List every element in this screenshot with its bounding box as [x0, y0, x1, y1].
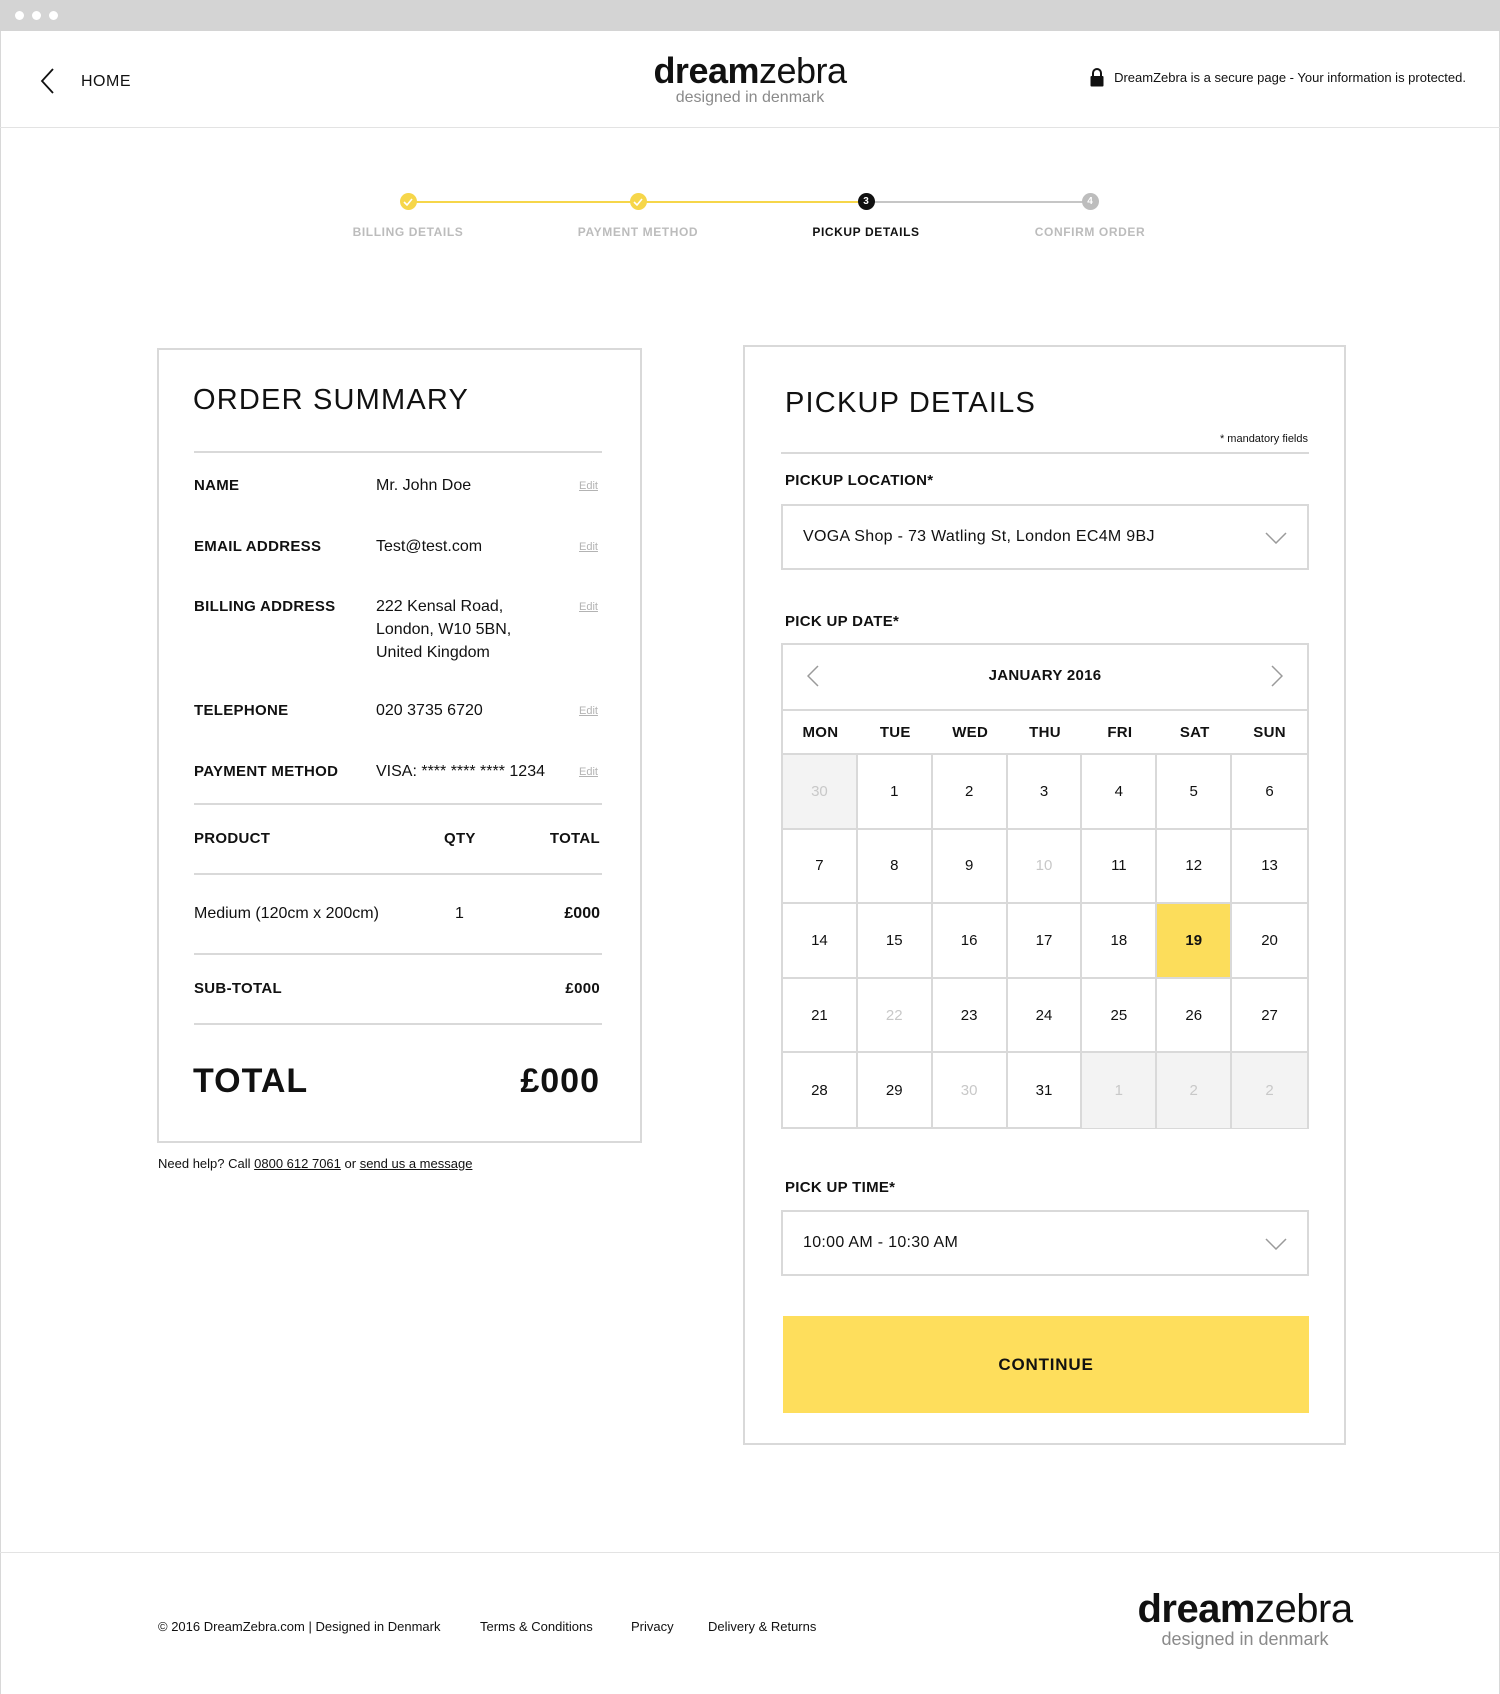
pickup-location-value: VOGA Shop - 73 Watling St, London EC4M 9BJ — [803, 528, 1155, 545]
calendar-day[interactable]: 28 — [783, 1053, 858, 1128]
order-summary-title: ORDER SUMMARY — [193, 384, 470, 416]
calendar-day: 22 — [858, 979, 933, 1054]
step-number-badge: 4 — [1082, 193, 1099, 210]
calendar-day[interactable]: 5 — [1157, 755, 1232, 830]
row-label: EMAIL ADDRESS — [194, 538, 322, 555]
product-qty: 1 — [455, 905, 464, 922]
product-name: Medium (120cm x 200cm) — [194, 905, 379, 922]
footer-link-privacy[interactable]: Privacy — [631, 1619, 674, 1634]
edit-name-link[interactable]: Edit — [579, 480, 598, 492]
help-text — [158, 1156, 472, 1171]
home-label: HOME — [81, 73, 131, 90]
logo-tagline: designed in denmark — [1161, 1629, 1329, 1649]
check-icon — [630, 193, 647, 210]
pickup-date-calendar — [781, 643, 1309, 1129]
site-header — [0, 31, 1500, 128]
pickup-date-label: PICK UP DATE* — [785, 613, 900, 630]
divider — [194, 873, 602, 875]
next-month-chevron-icon[interactable] — [1271, 665, 1283, 687]
pickup-location-label: PICKUP LOCATION* — [785, 472, 934, 489]
address-line: United Kingdom — [376, 644, 490, 661]
order-summary-panel — [157, 348, 642, 1143]
step-label: PICKUP DETAILS — [812, 225, 920, 239]
pickup-time-value: 10:00 AM - 10:30 AM — [803, 1234, 959, 1251]
calendar-day[interactable]: 6 — [1232, 755, 1307, 830]
calendar-day-selected[interactable]: 19 — [1157, 904, 1232, 979]
weekday-label: FRI — [1107, 724, 1133, 741]
row-value: Mr. John Doe — [376, 477, 472, 494]
calendar-day[interactable]: 23 — [933, 979, 1008, 1054]
home-back-link[interactable] — [38, 66, 138, 96]
logo-bold-text: dream — [653, 50, 759, 91]
step-billing-details[interactable] — [308, 193, 508, 239]
row-label: NAME — [194, 477, 240, 494]
calendar-day: 2 — [1157, 1053, 1232, 1128]
calendar-day[interactable]: 20 — [1232, 904, 1307, 979]
row-value: 020 3735 6720 — [376, 702, 483, 719]
address-line: London, W10 5BN, — [376, 621, 512, 638]
window-dot-icon — [49, 11, 58, 20]
footer-link-terms[interactable]: Terms & Conditions — [480, 1619, 593, 1634]
edit-billing-address-link[interactable]: Edit — [579, 601, 598, 613]
weekday-label: SAT — [1179, 724, 1210, 741]
footer-copyright: © 2016 DreamZebra.com | Designed in Denmark — [158, 1619, 441, 1634]
row-value: Test@test.com — [376, 538, 483, 555]
chevron-down-icon — [1265, 532, 1287, 544]
weekday-header-row — [783, 709, 1307, 755]
chevron-left-icon — [38, 66, 56, 96]
subtotal-value: £000 — [565, 980, 600, 997]
step-label: PAYMENT METHOD — [577, 225, 699, 239]
secure-text: DreamZebra is a secure page - Your information is protected. — [1114, 70, 1466, 85]
calendar-day[interactable]: 21 — [783, 979, 858, 1054]
calendar-day[interactable]: 29 — [858, 1053, 933, 1128]
row-value — [376, 595, 511, 664]
logo-bold-text: dream — [1137, 1587, 1255, 1631]
pickup-time-select[interactable] — [781, 1210, 1309, 1276]
browser-chrome-bar — [0, 0, 1500, 31]
calendar-day: 30 — [933, 1053, 1008, 1128]
product-col-header: PRODUCT — [194, 830, 271, 847]
calendar-day[interactable]: 3 — [1008, 755, 1083, 830]
calendar-day[interactable]: 11 — [1082, 830, 1157, 905]
secure-notice — [1090, 68, 1466, 87]
brand-logo[interactable] — [600, 51, 900, 107]
edit-telephone-link[interactable]: Edit — [579, 705, 598, 717]
row-label: PAYMENT METHOD — [194, 763, 339, 780]
divider — [194, 803, 602, 805]
footer-link-delivery-returns[interactable]: Delivery & Returns — [708, 1619, 817, 1634]
row-value: VISA: **** **** **** 1234 — [376, 763, 545, 780]
step-pickup-details[interactable] — [766, 193, 966, 239]
continue-button[interactable]: CONTINUE — [783, 1316, 1309, 1413]
calendar-day: 2 — [1232, 1053, 1307, 1128]
total-label: TOTAL — [193, 1062, 309, 1100]
qty-col-header: QTY — [444, 830, 476, 847]
step-label: CONFIRM ORDER — [1034, 225, 1146, 239]
calendar-day[interactable]: 12 — [1157, 830, 1232, 905]
calendar-day[interactable]: 18 — [1082, 904, 1157, 979]
calendar-day[interactable]: 15 — [858, 904, 933, 979]
divider — [781, 452, 1309, 454]
row-label: BILLING ADDRESS — [194, 598, 336, 615]
divider — [194, 1023, 602, 1025]
calendar-day[interactable]: 14 — [783, 904, 858, 979]
step-confirm-order[interactable] — [990, 193, 1190, 239]
calendar-day[interactable]: 17 — [1008, 904, 1083, 979]
help-prefix: Need help? Call — [158, 1156, 255, 1171]
logo-tagline: designed in denmark — [675, 89, 825, 106]
calendar-day[interactable]: 9 — [933, 830, 1008, 905]
calendar-day[interactable]: 8 — [858, 830, 933, 905]
weekday-label: TUE — [879, 724, 911, 741]
lock-icon — [1090, 68, 1104, 87]
calendar-day: 10 — [1008, 830, 1083, 905]
site-footer — [0, 1552, 1500, 1694]
calendar-day[interactable]: 31 — [1008, 1053, 1083, 1128]
row-label: TELEPHONE — [194, 702, 289, 719]
calendar-header — [783, 645, 1307, 709]
calendar-day[interactable]: 7 — [783, 830, 858, 905]
weekday-label: THU — [1029, 724, 1061, 741]
total-col-header: TOTAL — [549, 830, 600, 847]
footer-brand-logo[interactable] — [1130, 1587, 1360, 1650]
step-payment-method[interactable] — [538, 193, 738, 239]
pickup-time-label: PICK UP TIME* — [785, 1179, 896, 1196]
subtotal-label: SUB-TOTAL — [194, 980, 282, 997]
send-message-link[interactable]: send us a message — [359, 1156, 473, 1171]
edit-email-link[interactable]: Edit — [579, 541, 598, 553]
calendar-day[interactable]: 13 — [1232, 830, 1307, 905]
help-phone-link[interactable]: 0800 612 7061 — [254, 1156, 341, 1171]
calendar-day[interactable]: 27 — [1232, 979, 1307, 1054]
calendar-day[interactable]: 1 — [858, 755, 933, 830]
step-number-badge: 3 — [858, 193, 875, 210]
calendar-day[interactable]: 2 — [933, 755, 1008, 830]
chevron-down-icon — [1265, 1238, 1287, 1250]
divider — [194, 953, 602, 955]
check-icon — [400, 193, 417, 210]
logo-light-text: zebra — [759, 50, 847, 91]
pickup-location-select[interactable] — [781, 504, 1309, 570]
help-middle: or — [340, 1156, 360, 1171]
pickup-details-title: PICKUP DETAILS — [785, 387, 1037, 419]
edit-payment-method-link[interactable]: Edit — [579, 766, 598, 778]
calendar-day[interactable]: 26 — [1157, 979, 1232, 1054]
step-label: BILLING DETAILS — [352, 225, 464, 239]
divider — [194, 451, 602, 453]
calendar-day[interactable]: 25 — [1082, 979, 1157, 1054]
pickup-details-panel — [743, 345, 1346, 1445]
calendar-day[interactable]: 16 — [933, 904, 1008, 979]
weekday-label: SUN — [1253, 724, 1286, 741]
calendar-day[interactable]: 24 — [1008, 979, 1083, 1054]
calendar-day-grid — [783, 755, 1307, 1128]
weekday-label: WED — [952, 724, 989, 741]
product-total: £000 — [564, 905, 600, 922]
address-line: 222 Kensal Road, — [376, 598, 504, 615]
calendar-day[interactable]: 4 — [1082, 755, 1157, 830]
logo-light-text: zebra — [1255, 1587, 1353, 1631]
calendar-month: JANUARY 2016 — [988, 667, 1102, 684]
mandatory-note: * mandatory fields — [1219, 433, 1308, 445]
calendar-day: 1 — [1082, 1053, 1157, 1128]
total-value: £000 — [520, 1062, 600, 1100]
window-dot-icon — [32, 11, 41, 20]
weekday-label: MON — [802, 724, 839, 741]
window-dot-icon — [15, 11, 24, 20]
calendar-day: 30 — [783, 755, 858, 830]
